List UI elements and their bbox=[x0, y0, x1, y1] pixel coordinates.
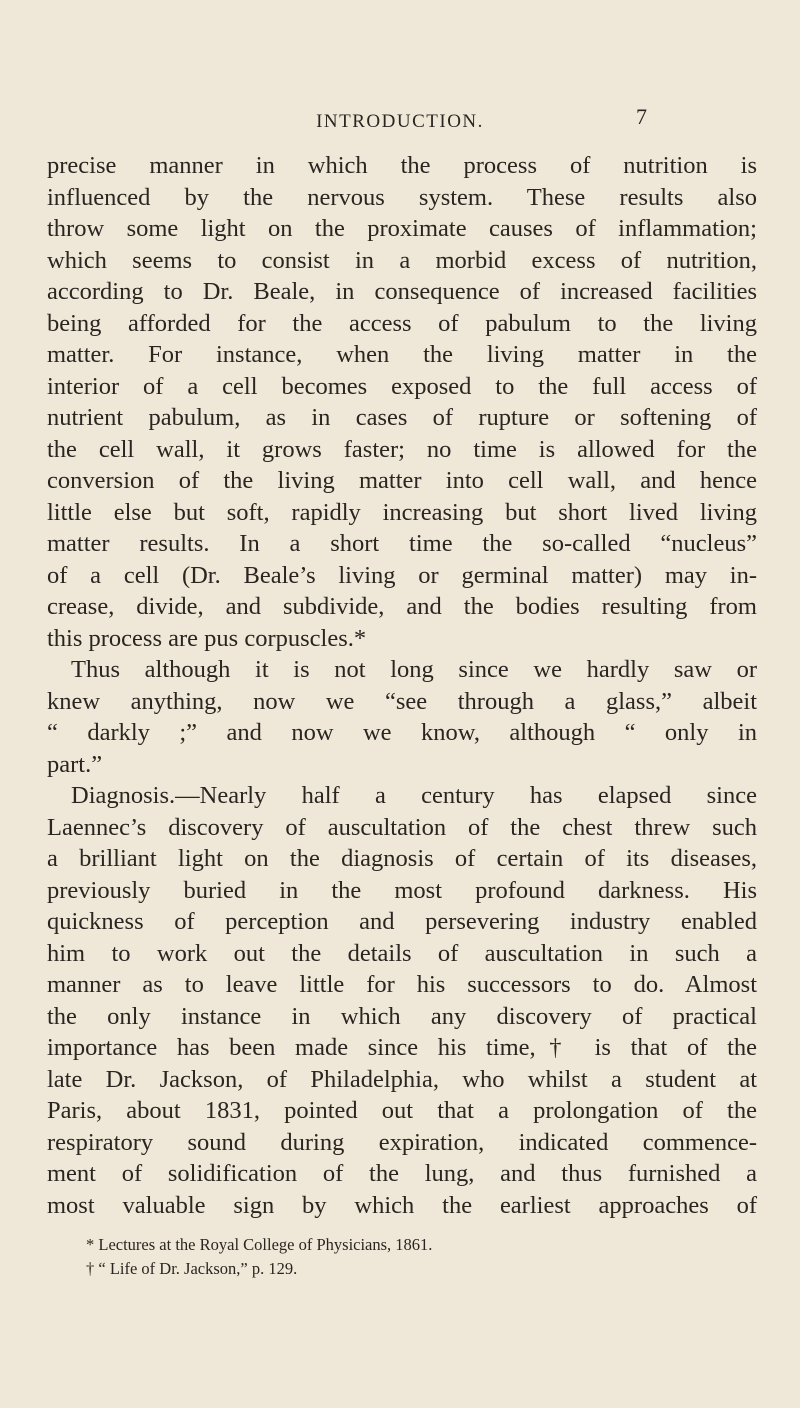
text-line: interior of a cell becomes exposed to the full access of bbox=[47, 372, 757, 400]
text-line: knew anything, now we “see through a glass,” albeit bbox=[47, 687, 757, 715]
text-line: respiratory sound during expiration, indicated commence- bbox=[47, 1128, 757, 1156]
running-head: INTRODUCTION. bbox=[316, 111, 484, 132]
text-line: which seems to consist in a morbid excess of nutrition, bbox=[47, 246, 757, 274]
text-line: this process are pus corpuscles.* bbox=[47, 624, 367, 652]
text-line: “ darkly ;” and now we know, although “ only in bbox=[47, 719, 757, 746]
text-line: the only instance in which any discovery of practical bbox=[47, 1002, 757, 1030]
text-line: importance has been made since his time,† is that of the bbox=[47, 1034, 757, 1061]
text-line: of a cell (Dr. Beale’s living or germinal matter) may in- bbox=[47, 561, 757, 589]
text-line: according to Dr. Beale, in consequence of increased facilities bbox=[47, 278, 757, 305]
text-line: matter. For instance, when the living matter in the bbox=[47, 341, 757, 368]
text-line: part.” bbox=[47, 750, 103, 778]
text-line: being afforded for the access of pabulum to the living bbox=[47, 309, 757, 337]
text-line: quickness of perception and persevering industry enabled bbox=[47, 908, 757, 935]
section-heading-line: Diagnosis.—Nearly half a century has elapsed since bbox=[71, 782, 757, 809]
text-line: him to work out the details of auscultation in such a bbox=[47, 939, 757, 967]
text-line: crease, divide, and subdivide, and the bodies resulting from bbox=[47, 593, 757, 620]
text-line: throw some light on the proximate causes of inflammation; bbox=[47, 215, 757, 242]
text-line: the cell wall, it grows faster; no time is allowed for the bbox=[47, 435, 757, 463]
text-line: ment of solidification of the lung, and thus furnished a bbox=[47, 1160, 757, 1187]
text-line: Thus although it is not long since we hardly saw or bbox=[71, 656, 757, 683]
text-line: manner as to leave little for his successors to do. Almost bbox=[47, 971, 757, 998]
footnote: † “ Life of Dr. Jackson,” p. 129. bbox=[86, 1259, 298, 1278]
text-line: matter results. In a short time the so-called “nucleus” bbox=[47, 530, 757, 557]
text-line: influenced by the nervous system. These results also bbox=[47, 183, 757, 211]
text-line: late Dr. Jackson, of Philadelphia, who whilst a student at bbox=[47, 1065, 757, 1093]
body-text bbox=[47, 150, 757, 1221]
text-line: conversion of the living matter into cell wall, and hence bbox=[47, 467, 757, 494]
text-line: previously buried in the most profound darkness. His bbox=[47, 876, 757, 904]
text-line: Paris, about 1831, pointed out that a prolongation of the bbox=[47, 1097, 757, 1124]
text-line: little else but soft, rapidly increasing but short lived living bbox=[47, 498, 757, 526]
text-line: most valuable sign by which the earliest approaches of bbox=[47, 1191, 757, 1219]
text-line: Laennec’s discovery of auscultation of the chest threw such bbox=[47, 813, 757, 841]
text-line: nutrient pabulum, as in cases of rupture or softening of bbox=[47, 404, 757, 431]
footnote: * Lectures at the Royal College of Physicians, 1861. bbox=[86, 1235, 433, 1254]
text-line: precise manner in which the process of nutrition is bbox=[47, 152, 757, 179]
page-number: 7 bbox=[636, 104, 647, 129]
text-line: a brilliant light on the diagnosis of certain of its diseases, bbox=[47, 845, 757, 872]
